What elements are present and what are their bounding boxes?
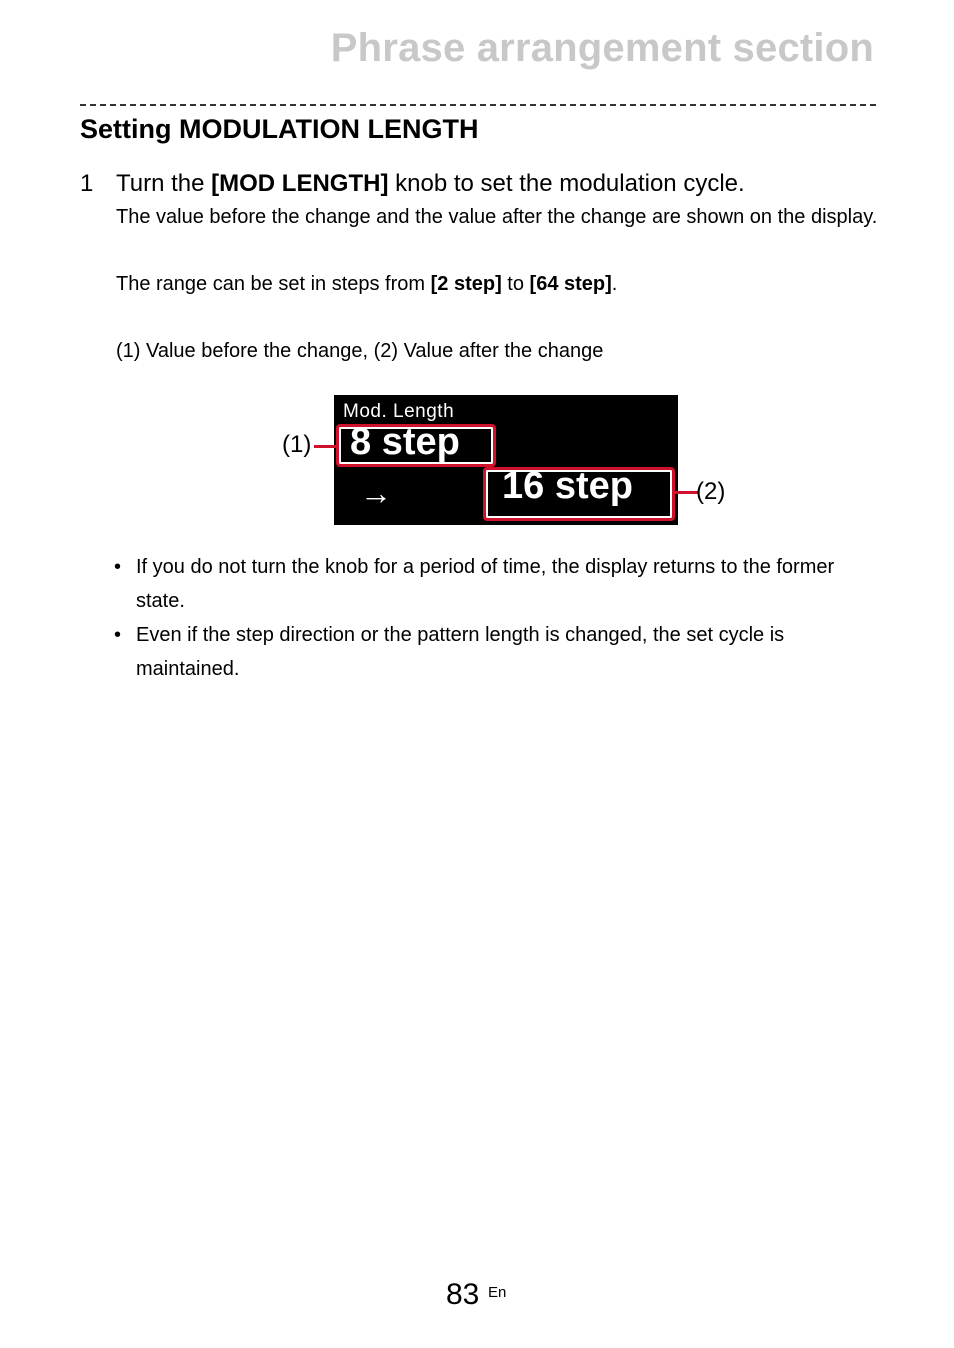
callout-legend: (1) Value before the change, (2) Value after the change (116, 340, 604, 362)
display-note: The value before the change and the value after the change are shown on the display. (116, 206, 878, 228)
callout-leader-2 (674, 491, 698, 494)
step-number: 1 (80, 170, 94, 197)
step-text-before: Turn the (116, 170, 212, 197)
arrow-right-icon: → (360, 475, 392, 511)
page-heading: Setting MODULATION LENGTH (80, 114, 479, 144)
range-suffix: . (611, 273, 618, 295)
range-min: [2 step] (430, 273, 502, 295)
callout-1: (1) (282, 431, 312, 458)
list-item: • Even if the step direction or the pattern length is changed, the set cycle is maintained. (112, 618, 872, 686)
dashed-divider (80, 104, 876, 106)
lcd-before-value: 8 step (350, 421, 460, 463)
callout-leader-1 (314, 445, 338, 448)
step-instruction (116, 170, 745, 198)
after-value-highlight (483, 467, 675, 521)
page-number: 83 (446, 1278, 480, 1311)
range-note (116, 267, 617, 301)
knob-name: [MOD LENGTH] (211, 170, 389, 197)
section-title: Phrase arrangement section (330, 26, 874, 70)
list-item: • If you do not turn the knob for a period of time, the display returns to the former state. (112, 550, 872, 618)
before-value-highlight (336, 424, 496, 467)
range-mid: to (501, 273, 530, 295)
notes-list (112, 550, 872, 686)
lcd-after-value: 16 step (502, 465, 633, 507)
step-text-after: knob to set the modulation cycle. (388, 170, 745, 197)
range-max: [64 step] (529, 273, 612, 295)
callout-2: (2) (696, 478, 726, 505)
range-prefix: The range can be set in steps from (116, 273, 431, 295)
lcd-title: Mod. Length (343, 401, 455, 422)
page-language: En (488, 1284, 507, 1301)
